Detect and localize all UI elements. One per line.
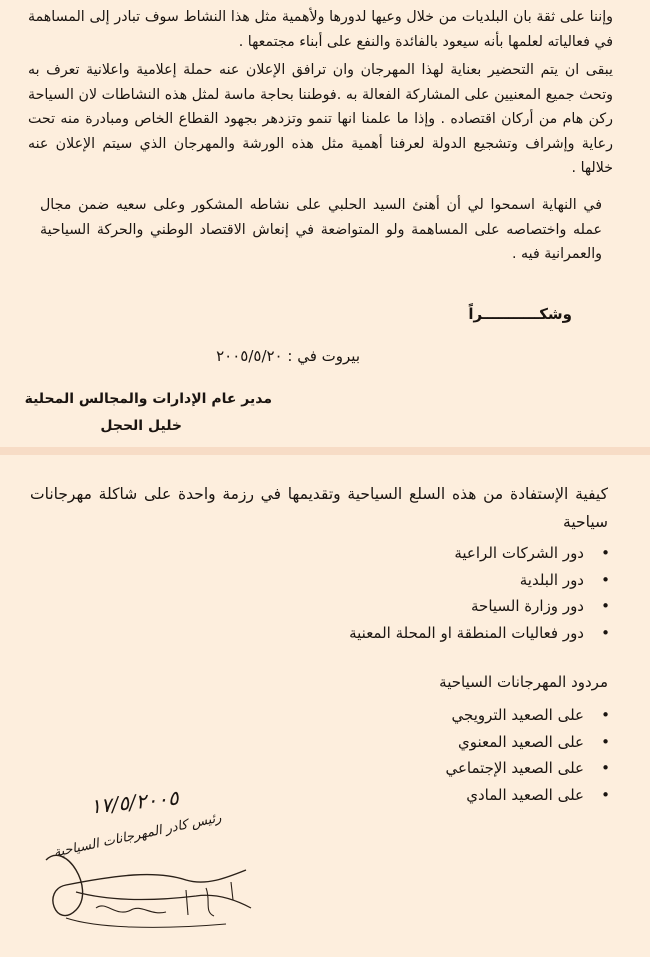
list-item [445, 755, 610, 782]
section-heading: كيفية الإستفادة من هذه السلع السياحية وتقديمها في رزمة واحدة على شاكلة مهرجانات سياحية [30, 485, 608, 531]
handwritten-signature [36, 830, 266, 940]
list-item-label: على الصعيد الإجتماعي [445, 759, 584, 777]
signatory-title: مدير عام الإدارات والمجالس المحلية [24, 391, 272, 407]
list-item [445, 702, 610, 729]
list-item [349, 567, 610, 594]
bullet-icon: • [601, 706, 610, 724]
letter-paragraph-1: وإننا على ثقة بان البلديات من خلال وعيها لدورها ولأهمية مثل هذا النشاط سوف تبادر إلى المساهمة في فعالياته لعلمها بأنه سيعود بالفائدة والنفع على أبناء مجتمعها . [28, 9, 613, 50]
bullet-icon: • [601, 759, 610, 777]
list-item-label: دور البلدية [519, 570, 584, 589]
roles-list [349, 540, 610, 646]
letter-page [0, 0, 650, 447]
list-item-label: دور وزارة السياحة [471, 597, 584, 615]
list-item [349, 620, 610, 647]
signatory-name: خليل الحجل [100, 418, 182, 434]
list-item [349, 540, 610, 567]
handwritten-date: ١٧/٥/٢٠٠٥ [88, 785, 180, 819]
list-item [445, 729, 610, 756]
bullet-icon: • [601, 623, 610, 642]
list-item-label: على الصعيد الترويجي [451, 706, 584, 724]
list-item-label: دور فعاليات المنطقة او المحلة المعنية [349, 623, 584, 642]
letter-date: بيروت في : ٢٠٠٥/٥/٢٠ [216, 347, 360, 365]
bullet-icon: • [601, 732, 610, 751]
letter-paragraph-2: يبقى ان يتم التحضير بعناية لهذا المهرجان وان ترافق الإعلان عنه حملة إعلامية واعلانية تعرف به وتحث جميع المعنيين على المشاركة الفعالة به .فوطننا بحاجة ماسة لمثل هذه النشاطات لان السياحة ركن هام من أركان اقتصاده . وإذا ما علمنا انها تنمو وتزدهر بجهود القطاع الخاص ومبادرة منه تحت رعاية وإشراف وتشجيع الدولة لعرفنا أهمية مثل هذه الورشة والمهرجان الذي سيتم الإعلان عنه خلالها . [28, 62, 613, 176]
list-item-label: على الصعيد المعنوي [458, 732, 584, 751]
bullet-icon: • [601, 570, 610, 589]
signature-title: رئيس كادر المهرجانات السياحية [52, 810, 223, 861]
list-item [445, 782, 610, 809]
bullet-icon: • [601, 785, 610, 804]
list-item [349, 593, 610, 620]
returns-heading: مردود المهرجانات السياحية [439, 673, 608, 691]
returns-list [445, 702, 610, 808]
letter-paragraph-3: في النهاية اسمحوا لي أن أهنئ السيد الحلبي على نشاطه المشكور وعلى سعيه ضمن مجال عمله واختصاصه على المساهمة ولو المتواضعة في إنعاش الاقتصاد الوطني والحركة السياحية والعمرانية فيه . [40, 197, 602, 262]
closing-thanks: وشكـــــــــــراً [468, 305, 572, 323]
list-item-label: دور الشركات الراعية [454, 544, 584, 562]
page-divider [0, 447, 650, 455]
list-item-label: على الصعيد المادي [466, 785, 584, 804]
bullet-icon: • [601, 544, 610, 562]
bullet-icon: • [601, 597, 610, 615]
